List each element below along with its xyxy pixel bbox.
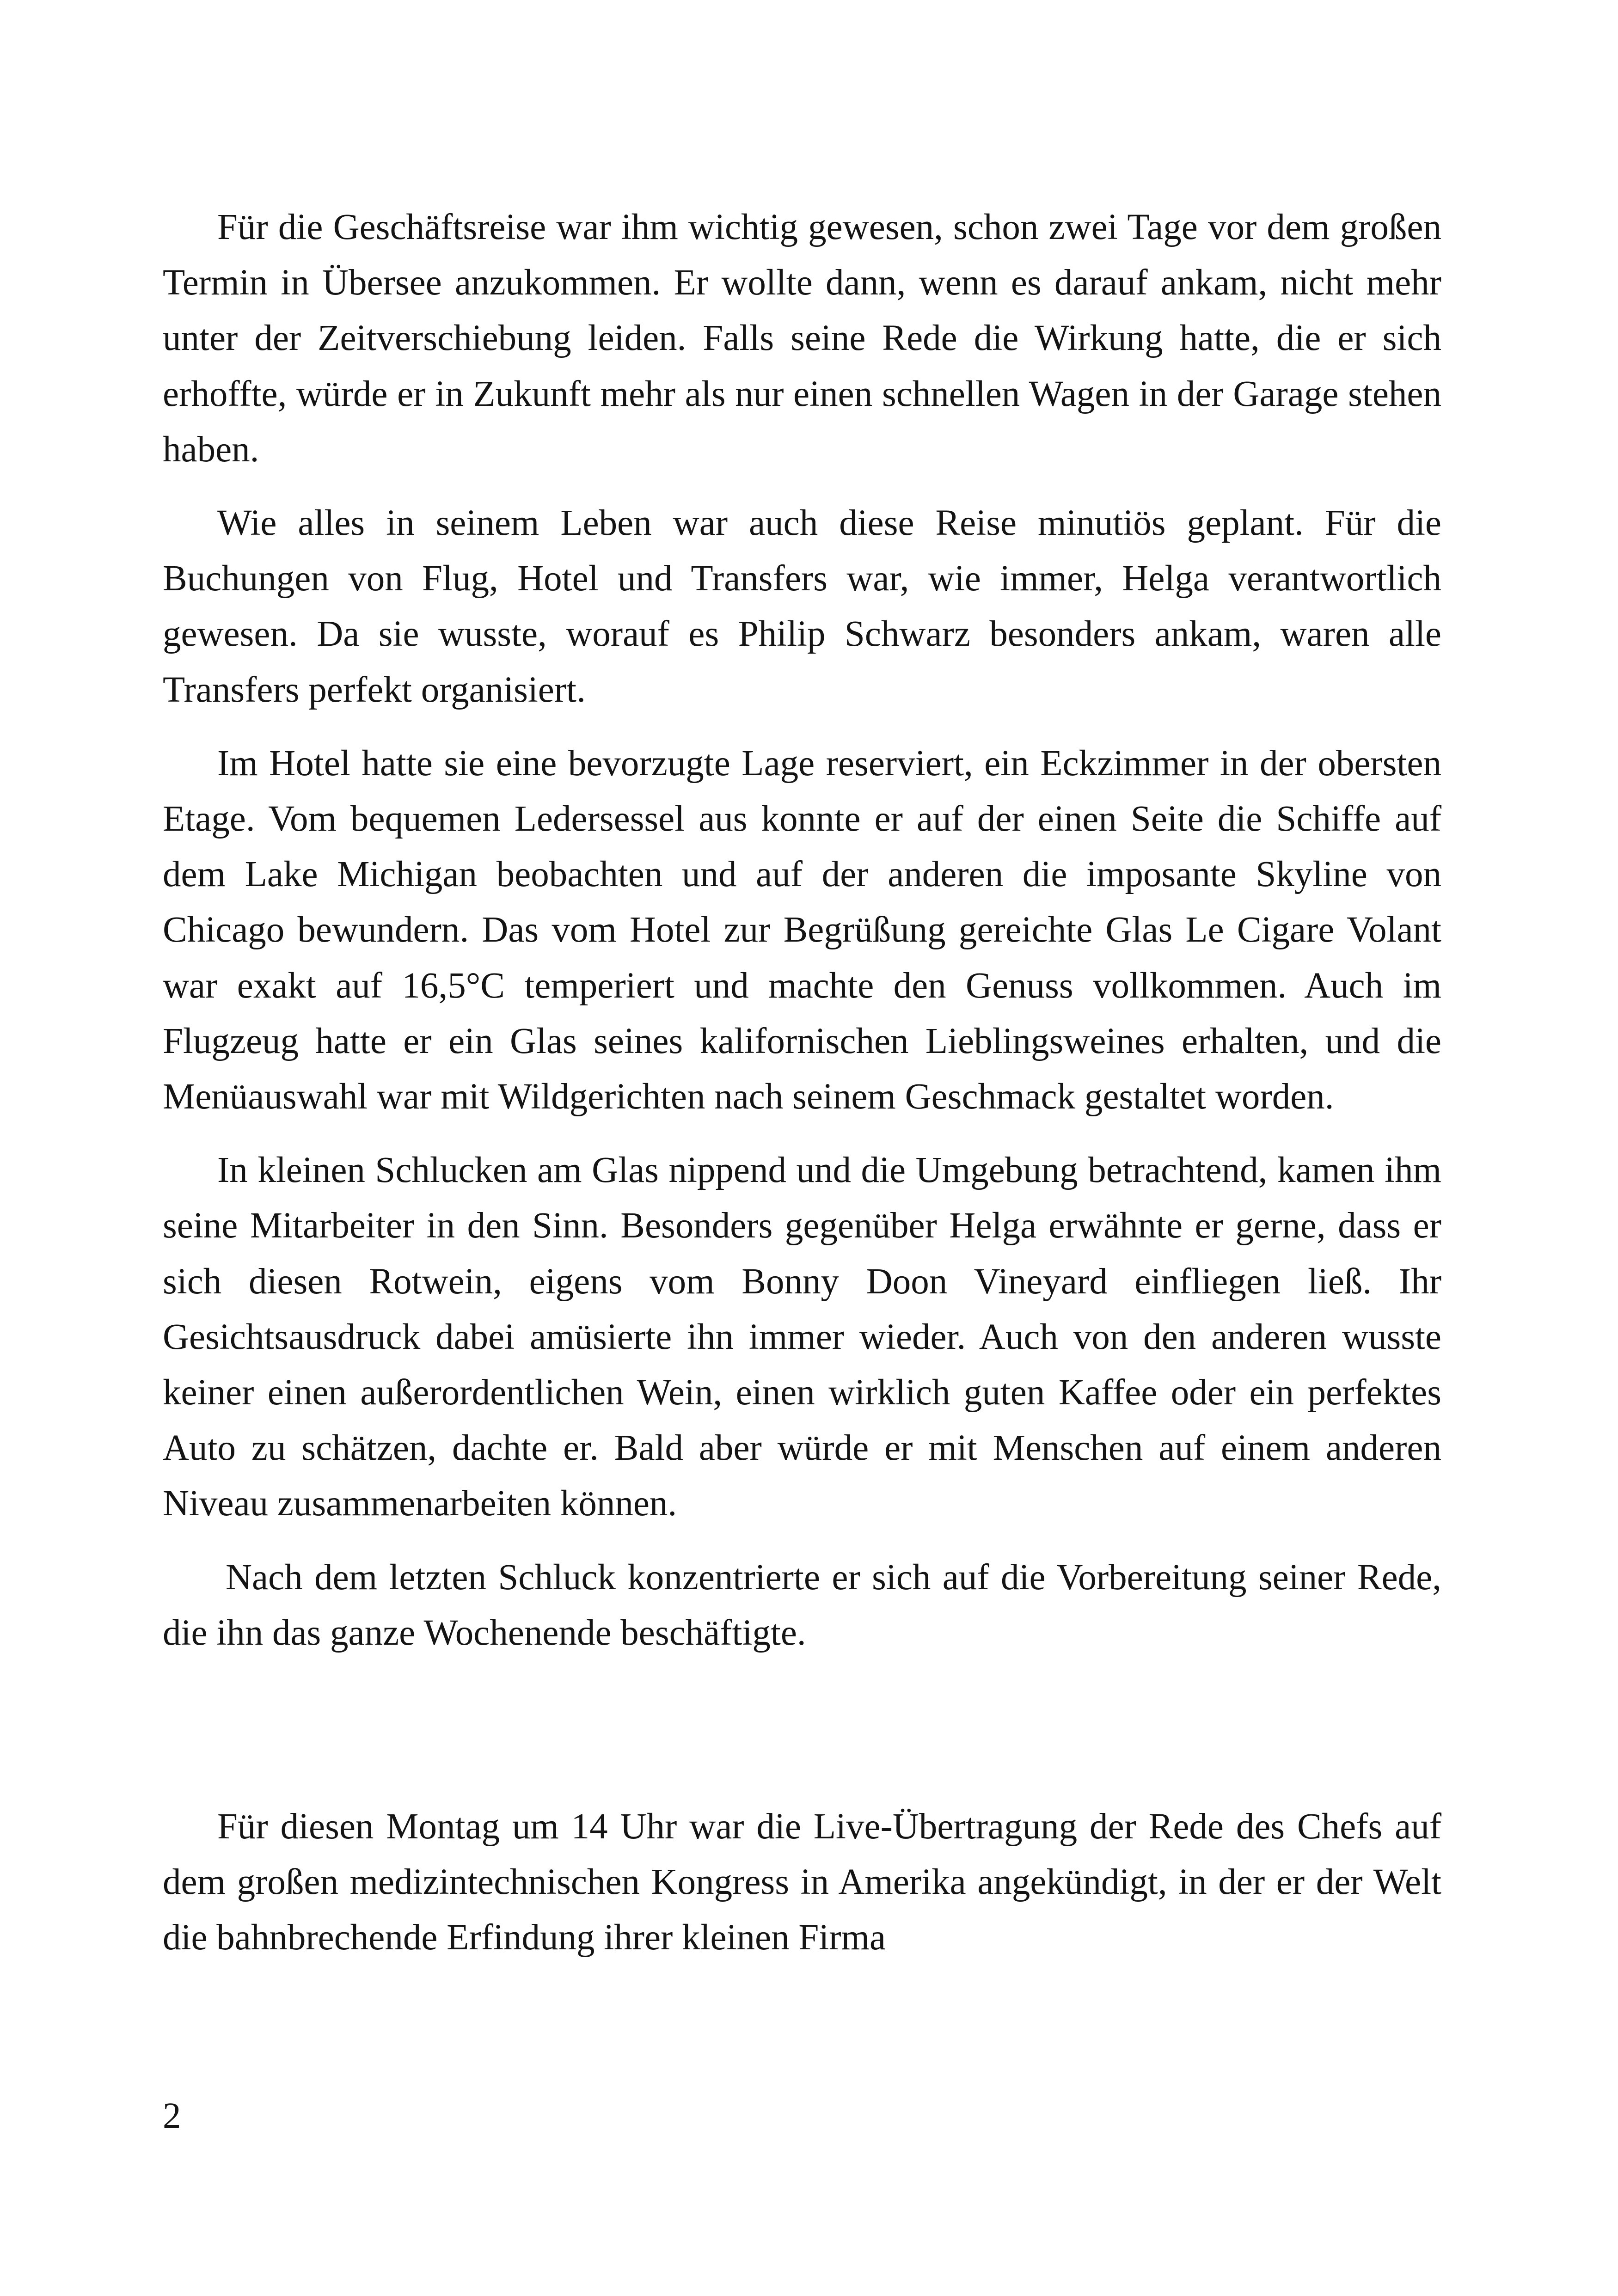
page-number: 2 (163, 2096, 181, 2136)
paragraph-2: Wie alles in seinem Leben war auch diese Reise minutiös geplant. Für die Buchungen von Flug, Hotel und Transfers war, wie immer, Helga verantwortlich gewesen. Da sie wusste, worauf es Philip Schwarz besonders ankam, waren alle Transfers perfekt organisiert. (163, 503, 1441, 710)
paragraph-4: In kleinen Schlucken am Glas nippend und die Umgebung betrachtend, kamen ihm seine Mitarbeiter in den Sinn. Besonders gegenüber Helga erwähnte er gerne, dass er sich diesen Rotwein, eigens vom Bonny Doon Vineyard einfliegen ließ. Ihr Gesichtsausdruck dabei amüsierte ihn immer wieder. Auch von den anderen wusste keiner einen außerordentlichen Wein, einen wirklich guten Kaffee oder ein perfektes Auto zu schätzen, dachte er. Bald aber würde er mit Menschen auf einem anderen Niveau zusammenarbeiten können. (163, 1150, 1441, 1524)
body-text (163, 200, 1441, 1984)
paragraph-6: Für diesen Montag um 14 Uhr war die Live-Übertragung der Rede des Chefs auf dem großen medizintechnischen Kongress in Amerika angekündigt, in der er der Welt die bahnbrechende Erfindung ihrer kleinen Firma (163, 1806, 1441, 1958)
scene-break (163, 1679, 1441, 1799)
paragraph-3: Im Hotel hatte sie eine bevorzugte Lage reserviert, ein Eckzimmer in der obersten Etage. Vom bequemen Ledersessel aus konnte er auf der einen Seite die Schiffe auf dem Lake Michigan beobachten und auf der anderen die imposante Skyline von Chicago bewundern. Das vom Hotel zur Begrüßung gereichte Glas Le Cigare Volant war exakt auf 16,5°C temperiert und machte den Genuss vollkommen. Auch im Flugzeug hatte er ein Glas seines kalifornischen Lieblingsweines erhalten, und die Menüauswahl war mit Wildgerichten nach seinem Geschmack gestaltet worden. (163, 743, 1441, 1117)
paragraph-5: Nach dem letzten Schluck konzentrierte er sich auf die Vorbereitung seiner Rede, die ihn das ganze Wochenende beschäftigte. (163, 1557, 1441, 1653)
paragraph-1: Für die Geschäftsreise war ihm wichtig gewesen, schon zwei Tage vor dem großen Termin in Übersee anzukommen. Er wollte dann, wenn es darauf ankam, nicht mehr unter der Zeitverschiebung leiden. Falls seine Rede die Wirkung hatte, die er sich erhoffte, würde er in Zukunft mehr als nur einen schnellen Wagen in der Garage stehen haben. (163, 207, 1441, 470)
